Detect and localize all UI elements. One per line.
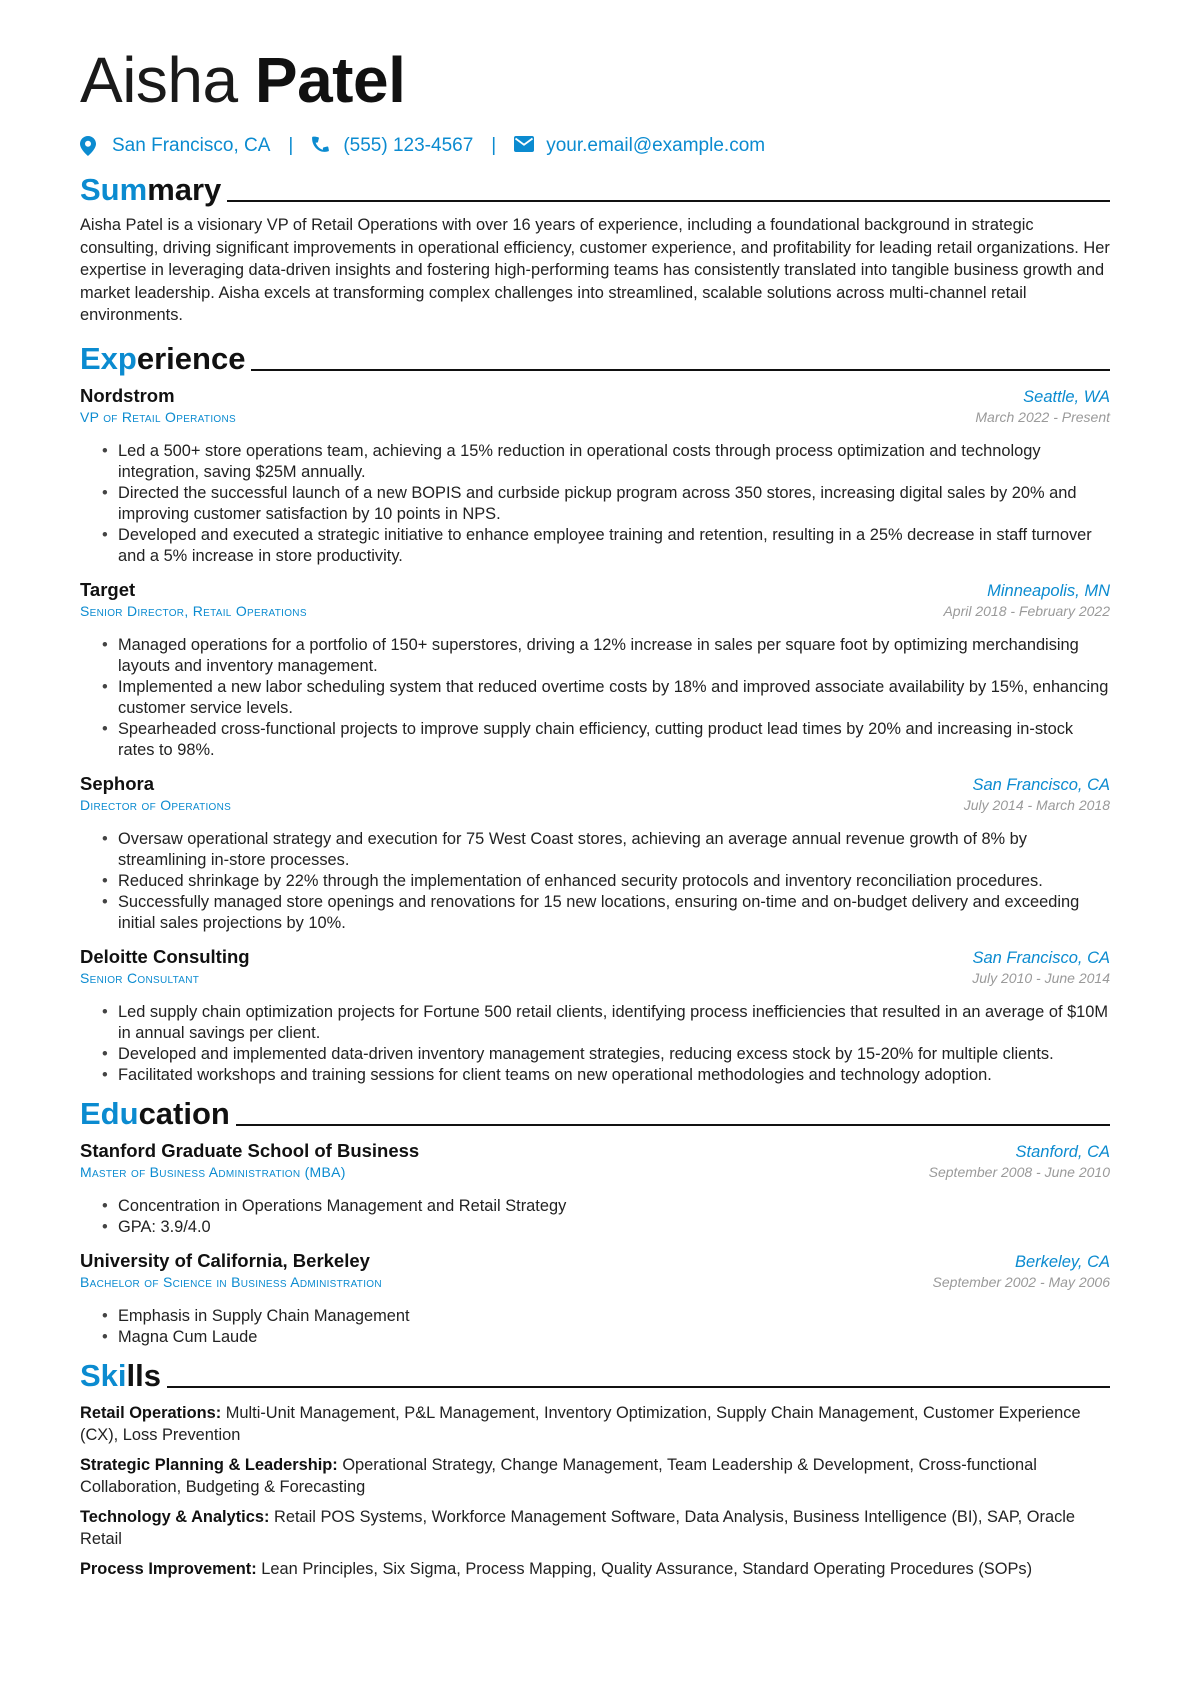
- school-name: Stanford Graduate School of Business: [80, 1139, 420, 1161]
- employer-name: Deloitte Consulting: [80, 945, 250, 967]
- job-title: Senior Director, Retail Operations: [80, 602, 307, 619]
- skill-category: Process Improvement:: [80, 1559, 257, 1578]
- education-heading: [80, 1094, 1110, 1132]
- contact-bar: [80, 132, 1110, 160]
- contact-email[interactable]: [514, 135, 765, 157]
- achievement-item: • Developed and implemented data-driven inventory management strategies, reducing excess stock by 15-20% for multiple clients.: [102, 1044, 1110, 1065]
- skill-category: Strategic Planning & Leadership:: [80, 1455, 338, 1474]
- job-title: VP of Retail Operations: [80, 408, 236, 425]
- school-name: University of California, Berkeley: [80, 1249, 370, 1271]
- map-marker-icon: [80, 136, 100, 156]
- education-detail-item: • Concentration in Operations Management and Retail Strategy: [102, 1196, 1110, 1217]
- title-rest: lls: [126, 1357, 161, 1393]
- achievement-item: • Spearheaded cross-functional projects to improve supply chain efficiency, cutting product lead times by 20% and increasing in-stock rates to 98%.: [102, 719, 1110, 761]
- education-detail-item: • GPA: 3.9/4.0: [102, 1217, 1110, 1238]
- title-rest: mary: [147, 172, 222, 207]
- skill-group: [80, 1506, 1110, 1550]
- summary-text: Aisha Patel is a visionary VP of Retail Operations with over 16 years of experience, including a foundational background in strategic consulting, driving significant improvements in operational efficiency, customer experience, and profitability for leading retail organizations. Her expertise in leveraging data-driven insights and fostering high-performing teams has consistently translated into tangible business growth and market leadership. Aisha excels at transforming complex challenges into streamlined, scalable solutions across multi-channel retail environments.: [80, 216, 1110, 325]
- section-rule: [251, 369, 1110, 371]
- contact-separator: |: [288, 135, 294, 156]
- job-location: Minneapolis, MN: [987, 581, 1110, 600]
- section-rule: [227, 200, 1110, 202]
- achievement-item: • Successfully managed store openings and renovations for 15 new locations, ensuring on-time and on-budget delivery and exceeding initial sales projections by 10%.: [102, 892, 1110, 934]
- education-detail-list: [80, 1196, 1110, 1238]
- skill-items: Lean Principles, Six Sigma, Process Mapping, Quality Assurance, Standard Operating Procedures (SOPs): [261, 1559, 1033, 1578]
- experience-list: [80, 385, 1110, 1086]
- skill-group: [80, 1402, 1110, 1446]
- section-rule: [167, 1386, 1110, 1388]
- job-dates: April 2018 - February 2022: [943, 602, 1110, 619]
- phone-text: (555) 123-4567: [343, 135, 474, 156]
- achievement-item: • Managed operations for a portfolio of 150+ superstores, driving a 12% increase in sales per square foot by optimizing merchandising layouts and inventory management.: [102, 635, 1110, 677]
- skill-category: Technology & Analytics:: [80, 1507, 270, 1526]
- achievement-item: • Implemented a new labor scheduling system that reduced overtime costs by 18% and improved associate availability by 15%, enhancing customer service levels.: [102, 677, 1110, 719]
- section-title: [80, 1358, 161, 1394]
- title-accent: Exp: [80, 340, 137, 376]
- job-location: Seattle, WA: [1023, 387, 1110, 406]
- envelope-icon: [514, 136, 534, 156]
- skill-group: [80, 1558, 1110, 1580]
- title-rest: cation: [138, 1095, 230, 1131]
- experience-entry: [80, 385, 1110, 567]
- degree-title: Master of Business Administration (MBA): [80, 1163, 346, 1180]
- experience-entry: [80, 946, 1110, 1086]
- achievement-item: • Reduced shrinkage by 22% through the implementation of enhanced security protocols and inventory reconciliation procedures.: [102, 871, 1110, 892]
- skill-group: [80, 1454, 1110, 1498]
- achievement-list: [80, 829, 1110, 934]
- employer-name: Target: [80, 578, 136, 600]
- achievement-list: [80, 635, 1110, 761]
- job-title: Senior Consultant: [80, 969, 200, 986]
- education-detail-item: • Emphasis in Supply Chain Management: [102, 1306, 1110, 1327]
- achievement-list: [80, 441, 1110, 567]
- first-name: Aisha: [80, 44, 238, 116]
- job-dates: July 2014 - March 2018: [963, 796, 1110, 813]
- achievement-list: [80, 1002, 1110, 1086]
- contact-separator: |: [491, 135, 497, 156]
- skills-heading: [80, 1356, 1110, 1394]
- section-rule: [236, 1124, 1110, 1126]
- last-name: Patel: [254, 44, 406, 116]
- education-detail-item: • Magna Cum Laude: [102, 1327, 1110, 1348]
- school-location: Stanford, CA: [1015, 1142, 1110, 1161]
- achievement-item: • Developed and executed a strategic initiative to enhance employee training and retention, resulting in a 25% decrease in staff turnover and a 5% increase in store productivity.: [102, 525, 1110, 567]
- skills-list: [80, 1402, 1110, 1580]
- location-text: San Francisco, CA: [112, 135, 271, 156]
- section-title: [80, 341, 245, 377]
- job-dates: July 2010 - June 2014: [972, 969, 1110, 986]
- education-list: [80, 1140, 1110, 1348]
- school-dates: September 2002 - May 2006: [932, 1273, 1110, 1290]
- email-text: your.email@example.com: [546, 135, 766, 156]
- phone-icon: [311, 136, 331, 156]
- job-location: San Francisco, CA: [972, 775, 1110, 794]
- school-dates: September 2008 - June 2010: [928, 1163, 1110, 1180]
- summary-heading: [80, 170, 1110, 208]
- contact-location: [80, 135, 270, 157]
- education-entry: [80, 1250, 1110, 1348]
- title-accent: Ski: [80, 1357, 127, 1393]
- achievement-item: • Oversaw operational strategy and execution for 75 West Coast stores, achieving an average annual revenue growth of 8% by streamlining in-store processes.: [102, 829, 1110, 871]
- achievement-item: • Led a 500+ store operations team, achieving a 15% reduction in operational costs through process optimization and technology integration, saving $25M annually.: [102, 441, 1110, 483]
- experience-entry: [80, 773, 1110, 934]
- job-location: San Francisco, CA: [972, 948, 1110, 967]
- experience-entry: [80, 579, 1110, 761]
- education-detail-list: [80, 1306, 1110, 1348]
- title-accent: Edu: [80, 1095, 139, 1131]
- job-dates: March 2022 - Present: [975, 408, 1110, 425]
- skill-items: Operational Strategy, Change Management, Team Leadership & Development, Cross-functional Collaboration, Budgeting & Forecasting: [80, 1455, 1037, 1496]
- achievement-item: • Led supply chain optimization projects for Fortune 500 retail clients, identifying process inefficiencies that resulted in an average of $10M in annual savings per client.: [102, 1002, 1110, 1044]
- school-location: Berkeley, CA: [1014, 1252, 1110, 1271]
- section-title: [80, 1096, 230, 1132]
- degree-title: Bachelor of Science in Business Administration: [80, 1273, 382, 1290]
- education-entry: [80, 1140, 1110, 1238]
- achievement-item: • Directed the successful launch of a new BOPIS and curbside pickup program across 350 stores, increasing digital sales by 20% and improving customer satisfaction by 10 points in NPS.: [102, 483, 1110, 525]
- experience-heading: [80, 339, 1110, 377]
- contact-phone[interactable]: [311, 135, 473, 157]
- section-title: [80, 172, 221, 208]
- employer-name: Sephora: [80, 772, 155, 794]
- skill-items: Retail POS Systems, Workforce Management Software, Data Analysis, Business Intelligence (BI), SAP, Oracle Retail: [80, 1507, 1076, 1548]
- skill-category: Retail Operations:: [80, 1403, 222, 1422]
- candidate-name: [80, 44, 1110, 116]
- achievement-item: • Facilitated workshops and training sessions for client teams on new operational methodologies and technology adoption.: [102, 1065, 1110, 1086]
- title-rest: erience: [136, 340, 246, 376]
- job-title: Director of Operations: [80, 796, 232, 813]
- title-accent: Sum: [80, 172, 148, 207]
- employer-name: Nordstrom: [80, 384, 175, 406]
- skill-items: Multi-Unit Management, P&L Management, Inventory Optimization, Supply Chain Management, Customer Experience (CX), Loss Prevention: [80, 1403, 1081, 1444]
